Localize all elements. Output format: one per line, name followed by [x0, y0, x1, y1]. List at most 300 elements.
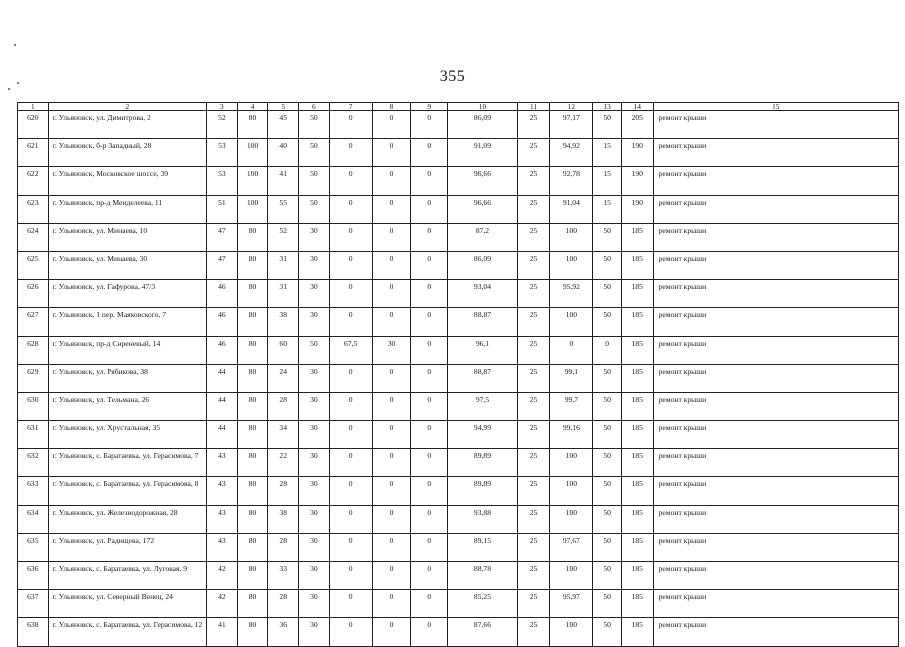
table-row: [18, 167, 899, 195]
value-cell: 0: [329, 195, 372, 223]
table-row: [18, 533, 899, 561]
address-cell: г. Ульяновск, ул. Рябикова, 38: [48, 364, 206, 392]
value-cell: 25: [517, 590, 550, 618]
row-number: 629: [18, 364, 49, 392]
value-cell: 25: [517, 223, 550, 251]
value-cell: 0: [372, 167, 411, 195]
value-cell: 50: [299, 336, 330, 364]
address-cell: г. Ульяновск, пр-д Менделеева, 11: [48, 195, 206, 223]
column-header-8: 8: [372, 103, 411, 111]
value-cell: 88,78: [448, 562, 517, 590]
value-cell: 33: [268, 562, 299, 590]
work-type-cell: ремонт крыши: [653, 167, 898, 195]
column-header-13: 13: [593, 103, 622, 111]
value-cell: 0: [411, 364, 448, 392]
work-type-cell: ремонт крыши: [653, 618, 898, 646]
value-cell: 24: [268, 364, 299, 392]
table-row: [18, 336, 899, 364]
value-cell: 80: [237, 533, 268, 561]
address-cell: г. Ульяновск, с. Баратаевка, ул. Герасимова, 7: [48, 449, 206, 477]
work-type-cell: ремонт крыши: [653, 280, 898, 308]
value-cell: 50: [593, 505, 622, 533]
row-number: 630: [18, 392, 49, 420]
value-cell: 46: [207, 280, 238, 308]
value-cell: 100: [237, 167, 268, 195]
value-cell: 185: [621, 280, 653, 308]
value-cell: 0: [411, 308, 448, 336]
value-cell: 0: [372, 562, 411, 590]
value-cell: 28: [268, 392, 299, 420]
value-cell: 25: [517, 139, 550, 167]
address-cell: г. Ульяновск, ул. Тельмана, 26: [48, 392, 206, 420]
header-row: [18, 103, 899, 111]
address-cell: г. Ульяновск, с. Баратаевка, ул. Герасимова, 8: [48, 477, 206, 505]
work-type-cell: ремонт крыши: [653, 421, 898, 449]
value-cell: 89,89: [448, 449, 517, 477]
value-cell: 91,09: [448, 139, 517, 167]
value-cell: 43: [207, 533, 238, 561]
value-cell: 96,66: [448, 167, 517, 195]
value-cell: 85,25: [448, 590, 517, 618]
value-cell: 80: [237, 477, 268, 505]
value-cell: 0: [372, 618, 411, 646]
value-cell: 30: [299, 223, 330, 251]
value-cell: 43: [207, 477, 238, 505]
value-cell: 97,67: [550, 533, 593, 561]
value-cell: 44: [207, 421, 238, 449]
value-cell: 25: [517, 336, 550, 364]
work-type-cell: ремонт крыши: [653, 308, 898, 336]
value-cell: 0: [372, 392, 411, 420]
address-cell: г. Ульяновск, 1 пер. Маяковского, 7: [48, 308, 206, 336]
value-cell: 0: [329, 590, 372, 618]
work-type-cell: ремонт крыши: [653, 223, 898, 251]
value-cell: 28: [268, 590, 299, 618]
row-number: 627: [18, 308, 49, 336]
value-cell: 50: [593, 477, 622, 505]
value-cell: 0: [372, 111, 411, 139]
value-cell: 50: [593, 364, 622, 392]
value-cell: 30: [299, 618, 330, 646]
address-cell: г. Ульяновск, ул. Минаева, 30: [48, 251, 206, 279]
column-header-11: 11: [517, 103, 550, 111]
value-cell: 0: [411, 223, 448, 251]
value-cell: 185: [621, 477, 653, 505]
value-cell: 190: [621, 167, 653, 195]
value-cell: 80: [237, 336, 268, 364]
value-cell: 50: [593, 111, 622, 139]
table-row: [18, 280, 899, 308]
work-type-cell: ремонт крыши: [653, 477, 898, 505]
value-cell: 0: [411, 421, 448, 449]
value-cell: 0: [329, 308, 372, 336]
value-cell: 50: [593, 308, 622, 336]
value-cell: 47: [207, 223, 238, 251]
value-cell: 0: [411, 251, 448, 279]
value-cell: 100: [550, 251, 593, 279]
value-cell: 44: [207, 364, 238, 392]
value-cell: 38: [268, 505, 299, 533]
column-header-15: 15: [653, 103, 898, 111]
row-number: 638: [18, 618, 49, 646]
row-number: 636: [18, 562, 49, 590]
value-cell: 25: [517, 533, 550, 561]
value-cell: 185: [621, 251, 653, 279]
address-cell: г. Ульяновск, Московское шоссе, 39: [48, 167, 206, 195]
value-cell: 80: [237, 449, 268, 477]
value-cell: 86,09: [448, 111, 517, 139]
value-cell: 50: [593, 280, 622, 308]
value-cell: 99,7: [550, 392, 593, 420]
value-cell: 190: [621, 195, 653, 223]
value-cell: 100: [550, 308, 593, 336]
value-cell: 91,04: [550, 195, 593, 223]
value-cell: 25: [517, 111, 550, 139]
value-cell: 30: [372, 336, 411, 364]
value-cell: 0: [329, 364, 372, 392]
value-cell: 0: [411, 336, 448, 364]
value-cell: 50: [593, 421, 622, 449]
value-cell: 41: [268, 167, 299, 195]
value-cell: 0: [372, 280, 411, 308]
value-cell: 0: [329, 139, 372, 167]
value-cell: 25: [517, 421, 550, 449]
value-cell: 50: [299, 139, 330, 167]
value-cell: 185: [621, 223, 653, 251]
value-cell: 0: [329, 562, 372, 590]
value-cell: 94,99: [448, 421, 517, 449]
value-cell: 50: [593, 251, 622, 279]
row-number: 632: [18, 449, 49, 477]
value-cell: 25: [517, 505, 550, 533]
value-cell: 0: [411, 449, 448, 477]
work-type-cell: ремонт крыши: [653, 590, 898, 618]
column-header-12: 12: [550, 103, 593, 111]
value-cell: 50: [593, 618, 622, 646]
value-cell: 30: [299, 477, 330, 505]
value-cell: 185: [621, 590, 653, 618]
value-cell: 97,17: [550, 111, 593, 139]
value-cell: 80: [237, 392, 268, 420]
work-type-cell: ремонт крыши: [653, 533, 898, 561]
value-cell: 100: [237, 195, 268, 223]
value-cell: 93,88: [448, 505, 517, 533]
value-cell: 60: [268, 336, 299, 364]
value-cell: 89,89: [448, 477, 517, 505]
value-cell: 30: [299, 562, 330, 590]
value-cell: 94,92: [550, 139, 593, 167]
value-cell: 80: [237, 111, 268, 139]
value-cell: 42: [207, 590, 238, 618]
work-type-cell: ремонт крыши: [653, 505, 898, 533]
value-cell: 0: [329, 533, 372, 561]
value-cell: 205: [621, 111, 653, 139]
value-cell: 0: [372, 449, 411, 477]
value-cell: 0: [372, 139, 411, 167]
value-cell: 89,15: [448, 533, 517, 561]
row-number: 621: [18, 139, 49, 167]
value-cell: 25: [517, 392, 550, 420]
value-cell: 87,66: [448, 618, 517, 646]
value-cell: 92,78: [550, 167, 593, 195]
value-cell: 25: [517, 195, 550, 223]
value-cell: 0: [411, 533, 448, 561]
work-type-cell: ремонт крыши: [653, 364, 898, 392]
register-table: [17, 102, 899, 647]
column-header-4: 4: [237, 103, 268, 111]
table-row: [18, 223, 899, 251]
value-cell: 185: [621, 421, 653, 449]
scan-speck: [8, 88, 10, 90]
scan-speck: [14, 44, 16, 46]
work-type-cell: ремонт крыши: [653, 392, 898, 420]
value-cell: 88,87: [448, 308, 517, 336]
value-cell: 42: [207, 562, 238, 590]
value-cell: 50: [299, 111, 330, 139]
value-cell: 44: [207, 392, 238, 420]
value-cell: 100: [550, 449, 593, 477]
value-cell: 25: [517, 280, 550, 308]
value-cell: 0: [411, 477, 448, 505]
value-cell: 0: [372, 533, 411, 561]
value-cell: 0: [329, 477, 372, 505]
table-row: [18, 421, 899, 449]
value-cell: 25: [517, 308, 550, 336]
value-cell: 0: [329, 505, 372, 533]
value-cell: 31: [268, 251, 299, 279]
value-cell: 185: [621, 505, 653, 533]
column-header-7: 7: [329, 103, 372, 111]
value-cell: 185: [621, 618, 653, 646]
value-cell: 0: [329, 280, 372, 308]
value-cell: 0: [329, 111, 372, 139]
value-cell: 30: [299, 533, 330, 561]
value-cell: 80: [237, 618, 268, 646]
address-cell: г. Ульяновск, ул. Северный Венец, 24: [48, 590, 206, 618]
value-cell: 0: [372, 421, 411, 449]
value-cell: 0: [372, 308, 411, 336]
value-cell: 80: [237, 364, 268, 392]
work-type-cell: ремонт крыши: [653, 336, 898, 364]
value-cell: 80: [237, 421, 268, 449]
column-header-14: 14: [621, 103, 653, 111]
value-cell: 25: [517, 618, 550, 646]
value-cell: 100: [237, 139, 268, 167]
value-cell: 38: [268, 308, 299, 336]
column-header-10: 10: [448, 103, 517, 111]
value-cell: 52: [207, 111, 238, 139]
address-cell: г. Ульяновск, ул. Хрустальная, 35: [48, 421, 206, 449]
value-cell: 95,92: [550, 280, 593, 308]
value-cell: 0: [411, 111, 448, 139]
value-cell: 41: [207, 618, 238, 646]
address-cell: г. Ульяновск, с. Баратаевка, ул. Герасимова, 12: [48, 618, 206, 646]
value-cell: 30: [299, 308, 330, 336]
row-number: 637: [18, 590, 49, 618]
table-row: [18, 392, 899, 420]
value-cell: 50: [593, 562, 622, 590]
value-cell: 43: [207, 505, 238, 533]
value-cell: 30: [299, 590, 330, 618]
address-cell: г. Ульяновск, ул. Гафурова, 47/3: [48, 280, 206, 308]
column-header-1: 1: [18, 103, 49, 111]
row-number: 625: [18, 251, 49, 279]
value-cell: 100: [550, 618, 593, 646]
value-cell: 0: [372, 590, 411, 618]
value-cell: 25: [517, 477, 550, 505]
value-cell: 0: [329, 618, 372, 646]
value-cell: 15: [593, 139, 622, 167]
value-cell: 67,5: [329, 336, 372, 364]
value-cell: 31: [268, 280, 299, 308]
value-cell: 53: [207, 139, 238, 167]
value-cell: 25: [517, 251, 550, 279]
value-cell: 185: [621, 533, 653, 561]
value-cell: 0: [329, 223, 372, 251]
address-cell: г. Ульяновск, пр-д Сиреневый, 14: [48, 336, 206, 364]
work-type-cell: ремонт крыши: [653, 111, 898, 139]
value-cell: 50: [593, 533, 622, 561]
value-cell: 185: [621, 449, 653, 477]
value-cell: 0: [329, 421, 372, 449]
value-cell: 0: [411, 590, 448, 618]
value-cell: 22: [268, 449, 299, 477]
value-cell: 50: [299, 195, 330, 223]
row-number: 634: [18, 505, 49, 533]
value-cell: 0: [411, 505, 448, 533]
value-cell: 30: [299, 505, 330, 533]
value-cell: 190: [621, 139, 653, 167]
value-cell: 0: [550, 336, 593, 364]
table-row: [18, 308, 899, 336]
row-number: 620: [18, 111, 49, 139]
value-cell: 30: [299, 280, 330, 308]
column-header-3: 3: [207, 103, 238, 111]
value-cell: 96,1: [448, 336, 517, 364]
value-cell: 80: [237, 562, 268, 590]
table-row: [18, 562, 899, 590]
row-number: 628: [18, 336, 49, 364]
row-number: 626: [18, 280, 49, 308]
value-cell: 15: [593, 167, 622, 195]
address-cell: г. Ульяновск, ул. Димитрова, 2: [48, 111, 206, 139]
value-cell: 28: [268, 477, 299, 505]
work-type-cell: ремонт крыши: [653, 195, 898, 223]
value-cell: 0: [372, 477, 411, 505]
value-cell: 0: [372, 505, 411, 533]
value-cell: 185: [621, 392, 653, 420]
value-cell: 0: [411, 195, 448, 223]
work-type-cell: ремонт крыши: [653, 449, 898, 477]
value-cell: 50: [299, 167, 330, 195]
value-cell: 0: [411, 562, 448, 590]
value-cell: 34: [268, 421, 299, 449]
row-number: 623: [18, 195, 49, 223]
value-cell: 0: [593, 336, 622, 364]
value-cell: 50: [593, 223, 622, 251]
value-cell: 185: [621, 364, 653, 392]
address-cell: г. Ульяновск, ул. Железнодорожная, 28: [48, 505, 206, 533]
value-cell: 0: [411, 280, 448, 308]
column-header-2: 2: [48, 103, 206, 111]
column-header-9: 9: [411, 103, 448, 111]
value-cell: 52: [268, 223, 299, 251]
value-cell: 0: [329, 251, 372, 279]
column-header-6: 6: [299, 103, 330, 111]
value-cell: 80: [237, 223, 268, 251]
value-cell: 0: [411, 392, 448, 420]
value-cell: 45: [268, 111, 299, 139]
value-cell: 30: [299, 251, 330, 279]
address-cell: г. Ульяновск, ул. Радищева, 172: [48, 533, 206, 561]
value-cell: 95,97: [550, 590, 593, 618]
value-cell: 30: [299, 421, 330, 449]
value-cell: 25: [517, 562, 550, 590]
value-cell: 93,04: [448, 280, 517, 308]
table-row: [18, 590, 899, 618]
value-cell: 36: [268, 618, 299, 646]
row-number: 635: [18, 533, 49, 561]
column-header-5: 5: [268, 103, 299, 111]
value-cell: 0: [372, 364, 411, 392]
value-cell: 86,09: [448, 251, 517, 279]
value-cell: 0: [329, 449, 372, 477]
value-cell: 0: [372, 195, 411, 223]
address-cell: г. Ульяновск, с. Баратаевка, ул. Луговая, 9: [48, 562, 206, 590]
value-cell: 100: [550, 477, 593, 505]
value-cell: 0: [372, 251, 411, 279]
value-cell: 46: [207, 308, 238, 336]
work-type-cell: ремонт крыши: [653, 251, 898, 279]
work-type-cell: ремонт крыши: [653, 562, 898, 590]
table-row: [18, 364, 899, 392]
value-cell: 100: [550, 505, 593, 533]
value-cell: 97,5: [448, 392, 517, 420]
value-cell: 80: [237, 308, 268, 336]
table-row: [18, 477, 899, 505]
value-cell: 0: [372, 223, 411, 251]
value-cell: 80: [237, 505, 268, 533]
table-row: [18, 505, 899, 533]
value-cell: 80: [237, 280, 268, 308]
value-cell: 100: [550, 223, 593, 251]
value-cell: 50: [593, 392, 622, 420]
value-cell: 43: [207, 449, 238, 477]
value-cell: 25: [517, 167, 550, 195]
table-row: [18, 195, 899, 223]
table-row: [18, 618, 899, 646]
value-cell: 185: [621, 562, 653, 590]
row-number: 631: [18, 421, 49, 449]
value-cell: 30: [299, 364, 330, 392]
work-type-cell: ремонт крыши: [653, 139, 898, 167]
value-cell: 30: [299, 392, 330, 420]
value-cell: 40: [268, 139, 299, 167]
table-row: [18, 449, 899, 477]
table-row: [18, 139, 899, 167]
table-body: [18, 111, 899, 647]
value-cell: 0: [411, 167, 448, 195]
value-cell: 0: [329, 392, 372, 420]
value-cell: 30: [299, 449, 330, 477]
value-cell: 25: [517, 449, 550, 477]
value-cell: 99,16: [550, 421, 593, 449]
value-cell: 50: [593, 449, 622, 477]
value-cell: 47: [207, 251, 238, 279]
value-cell: 51: [207, 195, 238, 223]
row-number: 622: [18, 167, 49, 195]
value-cell: 53: [207, 167, 238, 195]
